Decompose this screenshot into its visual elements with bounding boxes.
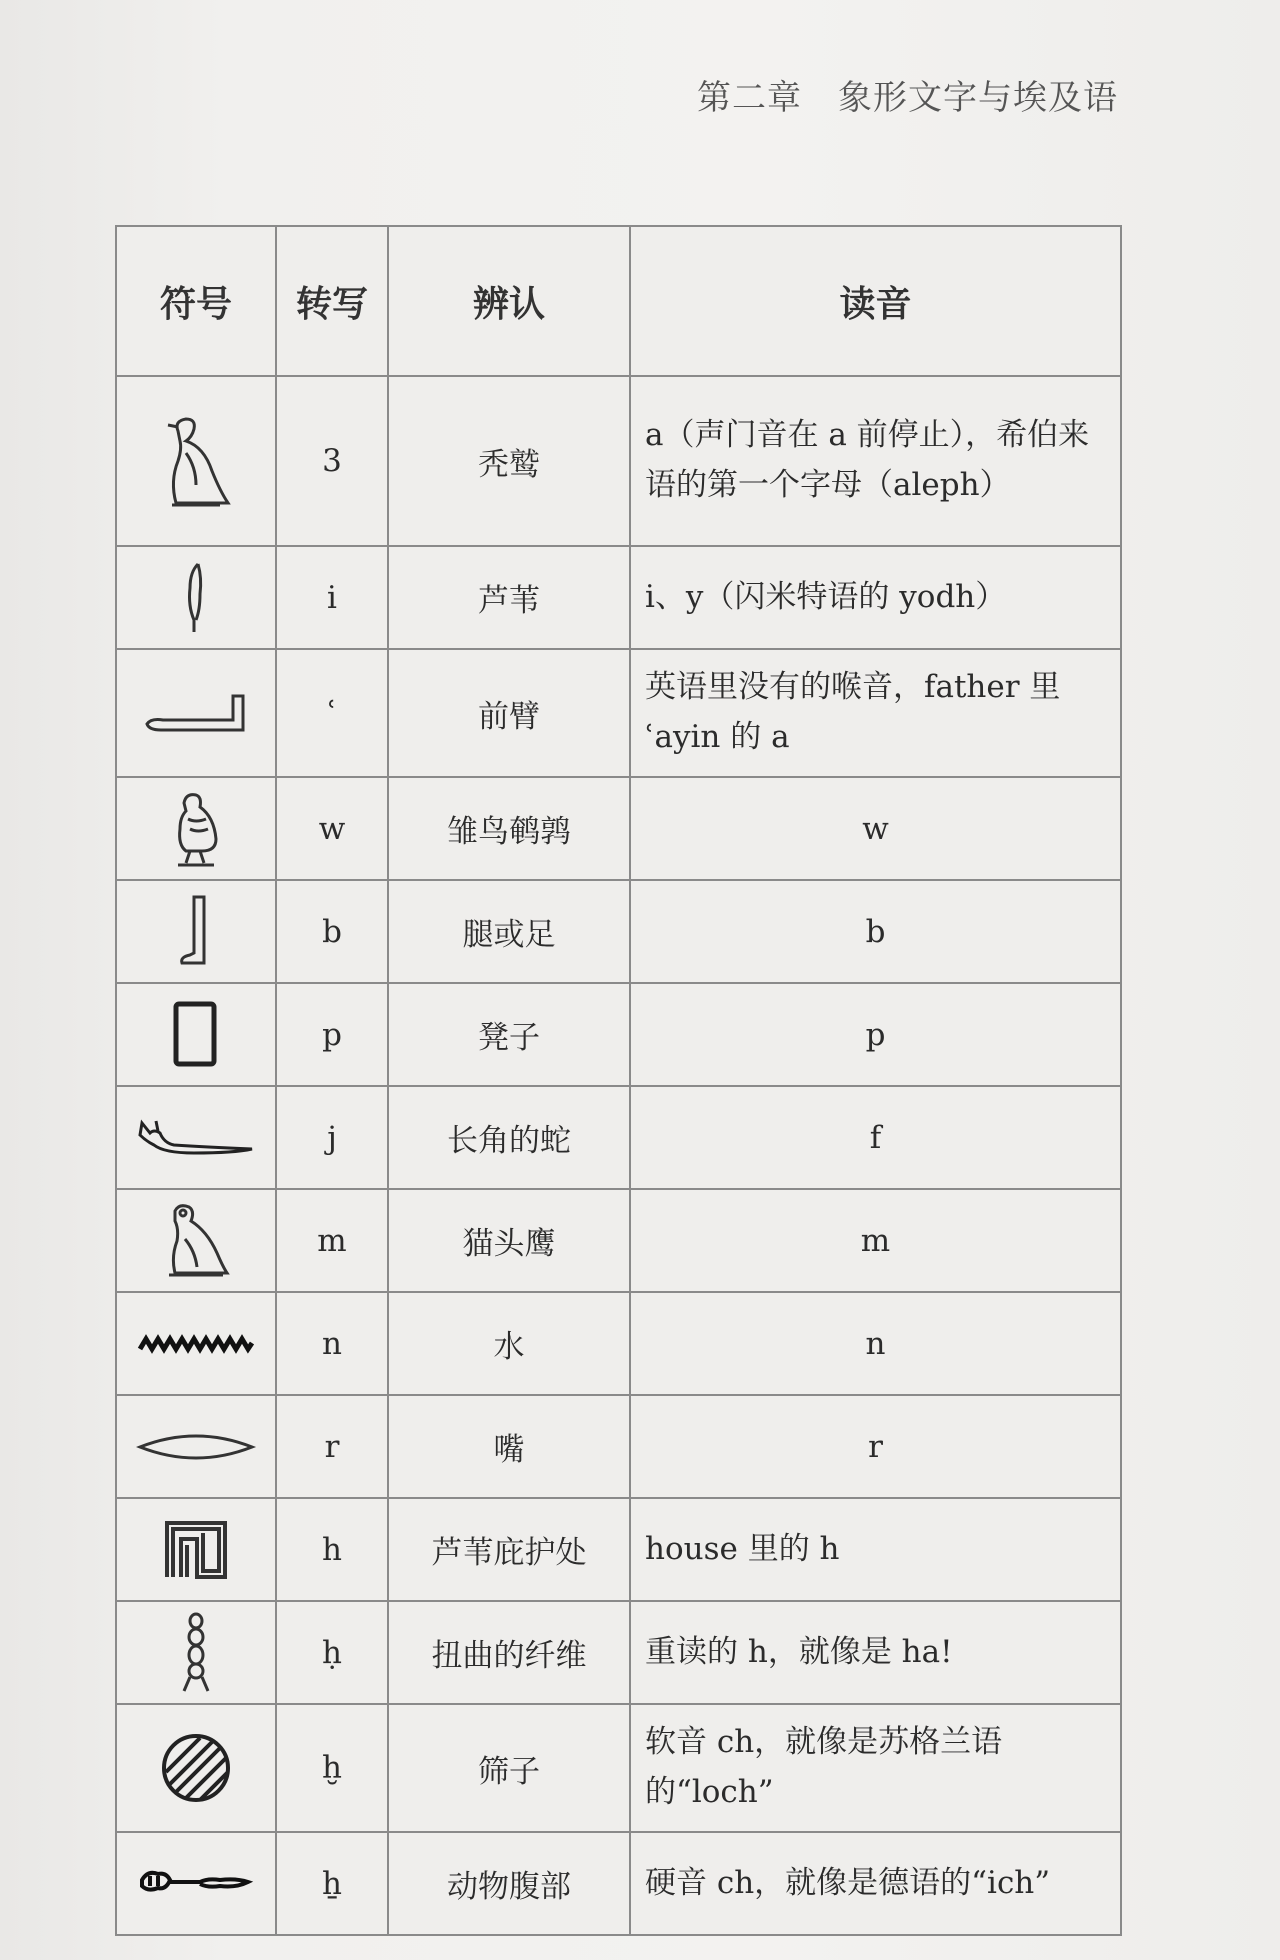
- reed-glyph-icon: [176, 558, 216, 638]
- translit-cell: r: [276, 1395, 388, 1498]
- symbol-cell: [116, 649, 276, 777]
- table-row: [116, 1189, 1121, 1292]
- sieve-glyph-icon: [156, 1728, 236, 1808]
- header-transliteration: 转写: [276, 226, 388, 376]
- reading-cell: b: [630, 880, 1121, 983]
- mouth-glyph-icon: [136, 1427, 256, 1467]
- ident-cell: 动物腹部: [388, 1832, 630, 1935]
- reading-cell: 英语里没有的喉音，father 里 ʿayin 的 a: [630, 649, 1121, 777]
- translit-cell: h: [276, 1498, 388, 1601]
- translit-cell: 3: [276, 376, 388, 546]
- table-row: [116, 880, 1121, 983]
- reading-cell: 硬音 ch，就像是德语的“ich”: [630, 1832, 1121, 1935]
- table-row: [116, 983, 1121, 1086]
- ident-cell: 扭曲的纤维: [388, 1601, 630, 1704]
- ident-cell: 腿或足: [388, 880, 630, 983]
- symbol-cell: [116, 376, 276, 546]
- symbol-cell: [116, 983, 276, 1086]
- reading-cell: f: [630, 1086, 1121, 1189]
- stool-glyph-icon: [166, 998, 226, 1072]
- reading-cell: m: [630, 1189, 1121, 1292]
- forearm-glyph-icon: [141, 688, 251, 738]
- table-row: [116, 546, 1121, 649]
- reading-cell: 软音 ch，就像是苏格兰语的“loch”: [630, 1704, 1121, 1832]
- ident-cell: 水: [388, 1292, 630, 1395]
- symbol-cell: [116, 1292, 276, 1395]
- owl-glyph-icon: [161, 1201, 231, 1281]
- ident-cell: 雏鸟鹌鹑: [388, 777, 630, 880]
- symbol-cell: [116, 1086, 276, 1189]
- translit-cell: ḥ: [276, 1601, 388, 1704]
- translit-cell: ḫ: [276, 1704, 388, 1832]
- hieroglyph-alphabet-table: [115, 225, 1122, 1936]
- reading-cell: p: [630, 983, 1121, 1086]
- ident-cell: 芦苇庇护处: [388, 1498, 630, 1601]
- reading-cell: n: [630, 1292, 1121, 1395]
- reed-shelter-glyph-icon: [161, 1517, 231, 1583]
- table-row: [116, 649, 1121, 777]
- reading-cell: a（声门音在 a 前停止），希伯来语的第一个字母（aleph）: [630, 376, 1121, 546]
- translit-cell: i: [276, 546, 388, 649]
- reading-cell: r: [630, 1395, 1121, 1498]
- table-row: [116, 1498, 1121, 1601]
- header-identification: 辨认: [388, 226, 630, 376]
- reading-cell: house 里的 h: [630, 1498, 1121, 1601]
- translit-cell: j: [276, 1086, 388, 1189]
- water-glyph-icon: [136, 1329, 256, 1359]
- table-row: [116, 777, 1121, 880]
- ident-cell: 秃鹫: [388, 376, 630, 546]
- running-head: [697, 70, 1118, 119]
- leg-glyph-icon: [176, 893, 216, 971]
- ident-cell: 前臂: [388, 649, 630, 777]
- animal-belly-glyph-icon: [136, 1864, 256, 1904]
- symbol-cell: [116, 1704, 276, 1832]
- ident-cell: 长角的蛇: [388, 1086, 630, 1189]
- reading-cell: 重读的 h，就像是 ha!: [630, 1601, 1121, 1704]
- translit-cell: m: [276, 1189, 388, 1292]
- table-row: [116, 376, 1121, 546]
- ident-cell: 筛子: [388, 1704, 630, 1832]
- table-row: [116, 1086, 1121, 1189]
- table-row: [116, 1601, 1121, 1704]
- reading-cell: i、y（闪米特语的 yodh）: [630, 546, 1121, 649]
- symbol-cell: [116, 546, 276, 649]
- translit-cell: b: [276, 880, 388, 983]
- chapter-number: 第二章: [697, 78, 802, 118]
- translit-cell: n: [276, 1292, 388, 1395]
- quail-chick-glyph-icon: [166, 789, 226, 869]
- ident-cell: 嘴: [388, 1395, 630, 1498]
- table-row: [116, 1292, 1121, 1395]
- ident-cell: 芦苇: [388, 546, 630, 649]
- translit-cell: w: [276, 777, 388, 880]
- twisted-flax-glyph-icon: [176, 1611, 216, 1695]
- table-row: [116, 1704, 1121, 1832]
- symbol-cell: [116, 777, 276, 880]
- chapter-title: 象形文字与埃及语: [838, 78, 1118, 118]
- table-row: [116, 1832, 1121, 1935]
- table-header-row: [116, 226, 1121, 376]
- ident-cell: 猫头鹰: [388, 1189, 630, 1292]
- symbol-cell: [116, 1395, 276, 1498]
- header-symbol: 符号: [116, 226, 276, 376]
- reading-cell: w: [630, 777, 1121, 880]
- symbol-cell: [116, 1189, 276, 1292]
- horned-viper-glyph-icon: [134, 1115, 258, 1161]
- symbol-cell: [116, 1832, 276, 1935]
- symbol-cell: [116, 1601, 276, 1704]
- translit-cell: p: [276, 983, 388, 1086]
- symbol-cell: [116, 1498, 276, 1601]
- symbol-cell: [116, 880, 276, 983]
- translit-cell: ʿ: [276, 649, 388, 777]
- ident-cell: 凳子: [388, 983, 630, 1086]
- header-pronunciation: 读音: [630, 226, 1121, 376]
- translit-cell: ẖ: [276, 1832, 388, 1935]
- vulture-glyph-icon: [156, 411, 236, 511]
- table-row: [116, 1395, 1121, 1498]
